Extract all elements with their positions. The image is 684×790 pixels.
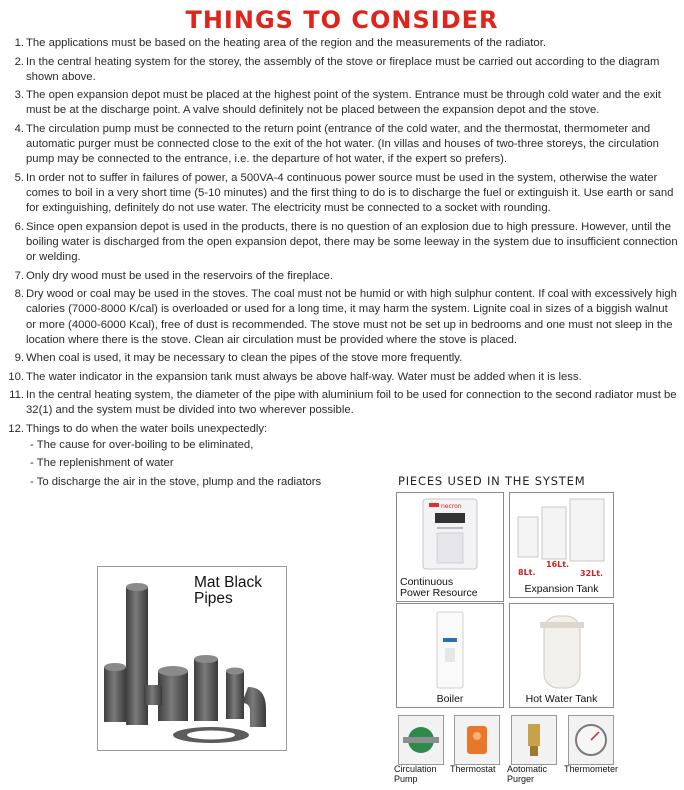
list-item: 12. Things to do when the water boils unexpectedly: - The cause for over-boiling to be eliminated, - The replenishment of water - To discharge the air in the stove, plump and the radiators <box>6 422 680 490</box>
list-item: 10. The water indicator in the expansion tank must always be above half-way. Water must be added when it is less. <box>8 370 582 383</box>
power-brand: necron <box>441 503 462 510</box>
list-item: 7. Only dry wood must be used in the reservoirs of the fireplace. <box>14 269 334 282</box>
pipes-title: Mat Black Pipes <box>194 574 263 607</box>
list-item: 6. Since open expansion depot is used in the products, there is no question of an explosion due to high pressure. However, until the boiling water is discharged from the open expansion depot, there may be some leeway in the system due to insufficient connection or welding. <box>14 220 678 264</box>
purger-icon <box>511 715 557 765</box>
pump-icon <box>398 715 444 765</box>
expansion-tank-card <box>509 492 614 598</box>
thermometer-label: Thermometer <box>564 764 619 774</box>
boil-step: - To discharge the air in the stove, plump and the radiators <box>30 475 322 488</box>
tank-size-8: 8Lt. <box>518 568 536 577</box>
expansion-tank-illustration <box>514 497 609 577</box>
power-resource-label: Continuous Power Resource <box>400 576 478 599</box>
thermometer-icon <box>568 715 614 765</box>
boil-step: - The replenishment of water <box>30 457 174 470</box>
list-item: 8. Dry wood or coal may be used in the stoves. The coal must not be humid or with high sulphur content. If coal with excessively high calories (7000-8000 K/cal) is overloaded or used for a long time, it may harm the system. Lignite coal in sizes of a biggish walnut or more (4000-6000 Kcal), free of dust is recommended. The stove must not be set up in bedrooms and one must not sleep in the location where there is the stove. Clean air circulation must be provided where the stove is placed. <box>14 288 677 346</box>
boil-step: - The cause for over-boiling to be eliminated, <box>30 439 254 452</box>
page-title: THINGS TO CONSIDER <box>185 6 499 34</box>
expansion-tank-label: Expansion Tank <box>524 583 599 595</box>
list-item: 9. When coal is used, it may be necessary to clean the pipes of the stove more frequently. <box>14 352 463 365</box>
tank-size-16: 16Lt. <box>546 560 570 569</box>
list-item: 11. In the central heating system, the diameter of the pipe with aluminium foil to be used for connection to the second radiator must be 32(1) and the system must be divided into two wherever possible. <box>9 389 677 417</box>
power-resource-illustration <box>401 497 499 571</box>
tank-size-32: 32Lt. <box>580 569 604 577</box>
pieces-title: PIECES USED IN THE SYSTEM <box>398 474 586 488</box>
boiler-illustration <box>401 608 499 692</box>
list-item: 4. The circulation pump must be connected to the return point (entrance of the cold water, and the thermostat, thermometer and automatic purger must be connected close to the exit of the hot water. (In villas and houses of two-three storeys, the circulation pump may be connected to the entrance, i.e. the departure of hot water, if the expert so prefers). <box>14 122 659 166</box>
hot-water-tank-card <box>509 603 614 708</box>
list-item: 1. The applications must be based on the heating area of the region and the measurements of the radiator. <box>14 37 546 49</box>
list-item: 5. In order not to suffer in failures of power, a 500VA-4 continuous power source must be used in the system, otherwise the water comes to boil in a very short time (5-10 minutes) and the first thing to do is to discharge the fuel or extinguish it. Use earth or sand for extinguishing, definitely do not use water. The electricity must be connected to a socket with rounding. <box>14 171 674 215</box>
list-item: 2. In the central heating system for the storey, the assembly of the stove or fireplace must be carried out according to the diagram shown above. <box>14 55 660 83</box>
boiler-label: Boiler <box>436 693 464 705</box>
boiler-card <box>396 603 504 708</box>
hot-water-tank-label: Hot Water Tank <box>525 693 598 705</box>
list-item: 3. The open expansion depot must be placed at the highest point of the system. Entrance must be through cold water and the exit must be at the discharge point. A valve should definitely not be placed between the expansion depot and the stove. <box>14 89 661 117</box>
thermostat-label: Thermostat <box>450 764 496 774</box>
thermostat-icon <box>454 715 500 765</box>
automatic-purger-label: Aotomatic Purger <box>507 764 548 784</box>
considerations-list <box>6 36 680 493</box>
circulation-pump-label: Circulation Pump <box>394 764 437 784</box>
hot-water-tank-illustration <box>514 608 609 692</box>
pipes-picture <box>97 566 287 751</box>
power-resource-card <box>396 492 504 602</box>
